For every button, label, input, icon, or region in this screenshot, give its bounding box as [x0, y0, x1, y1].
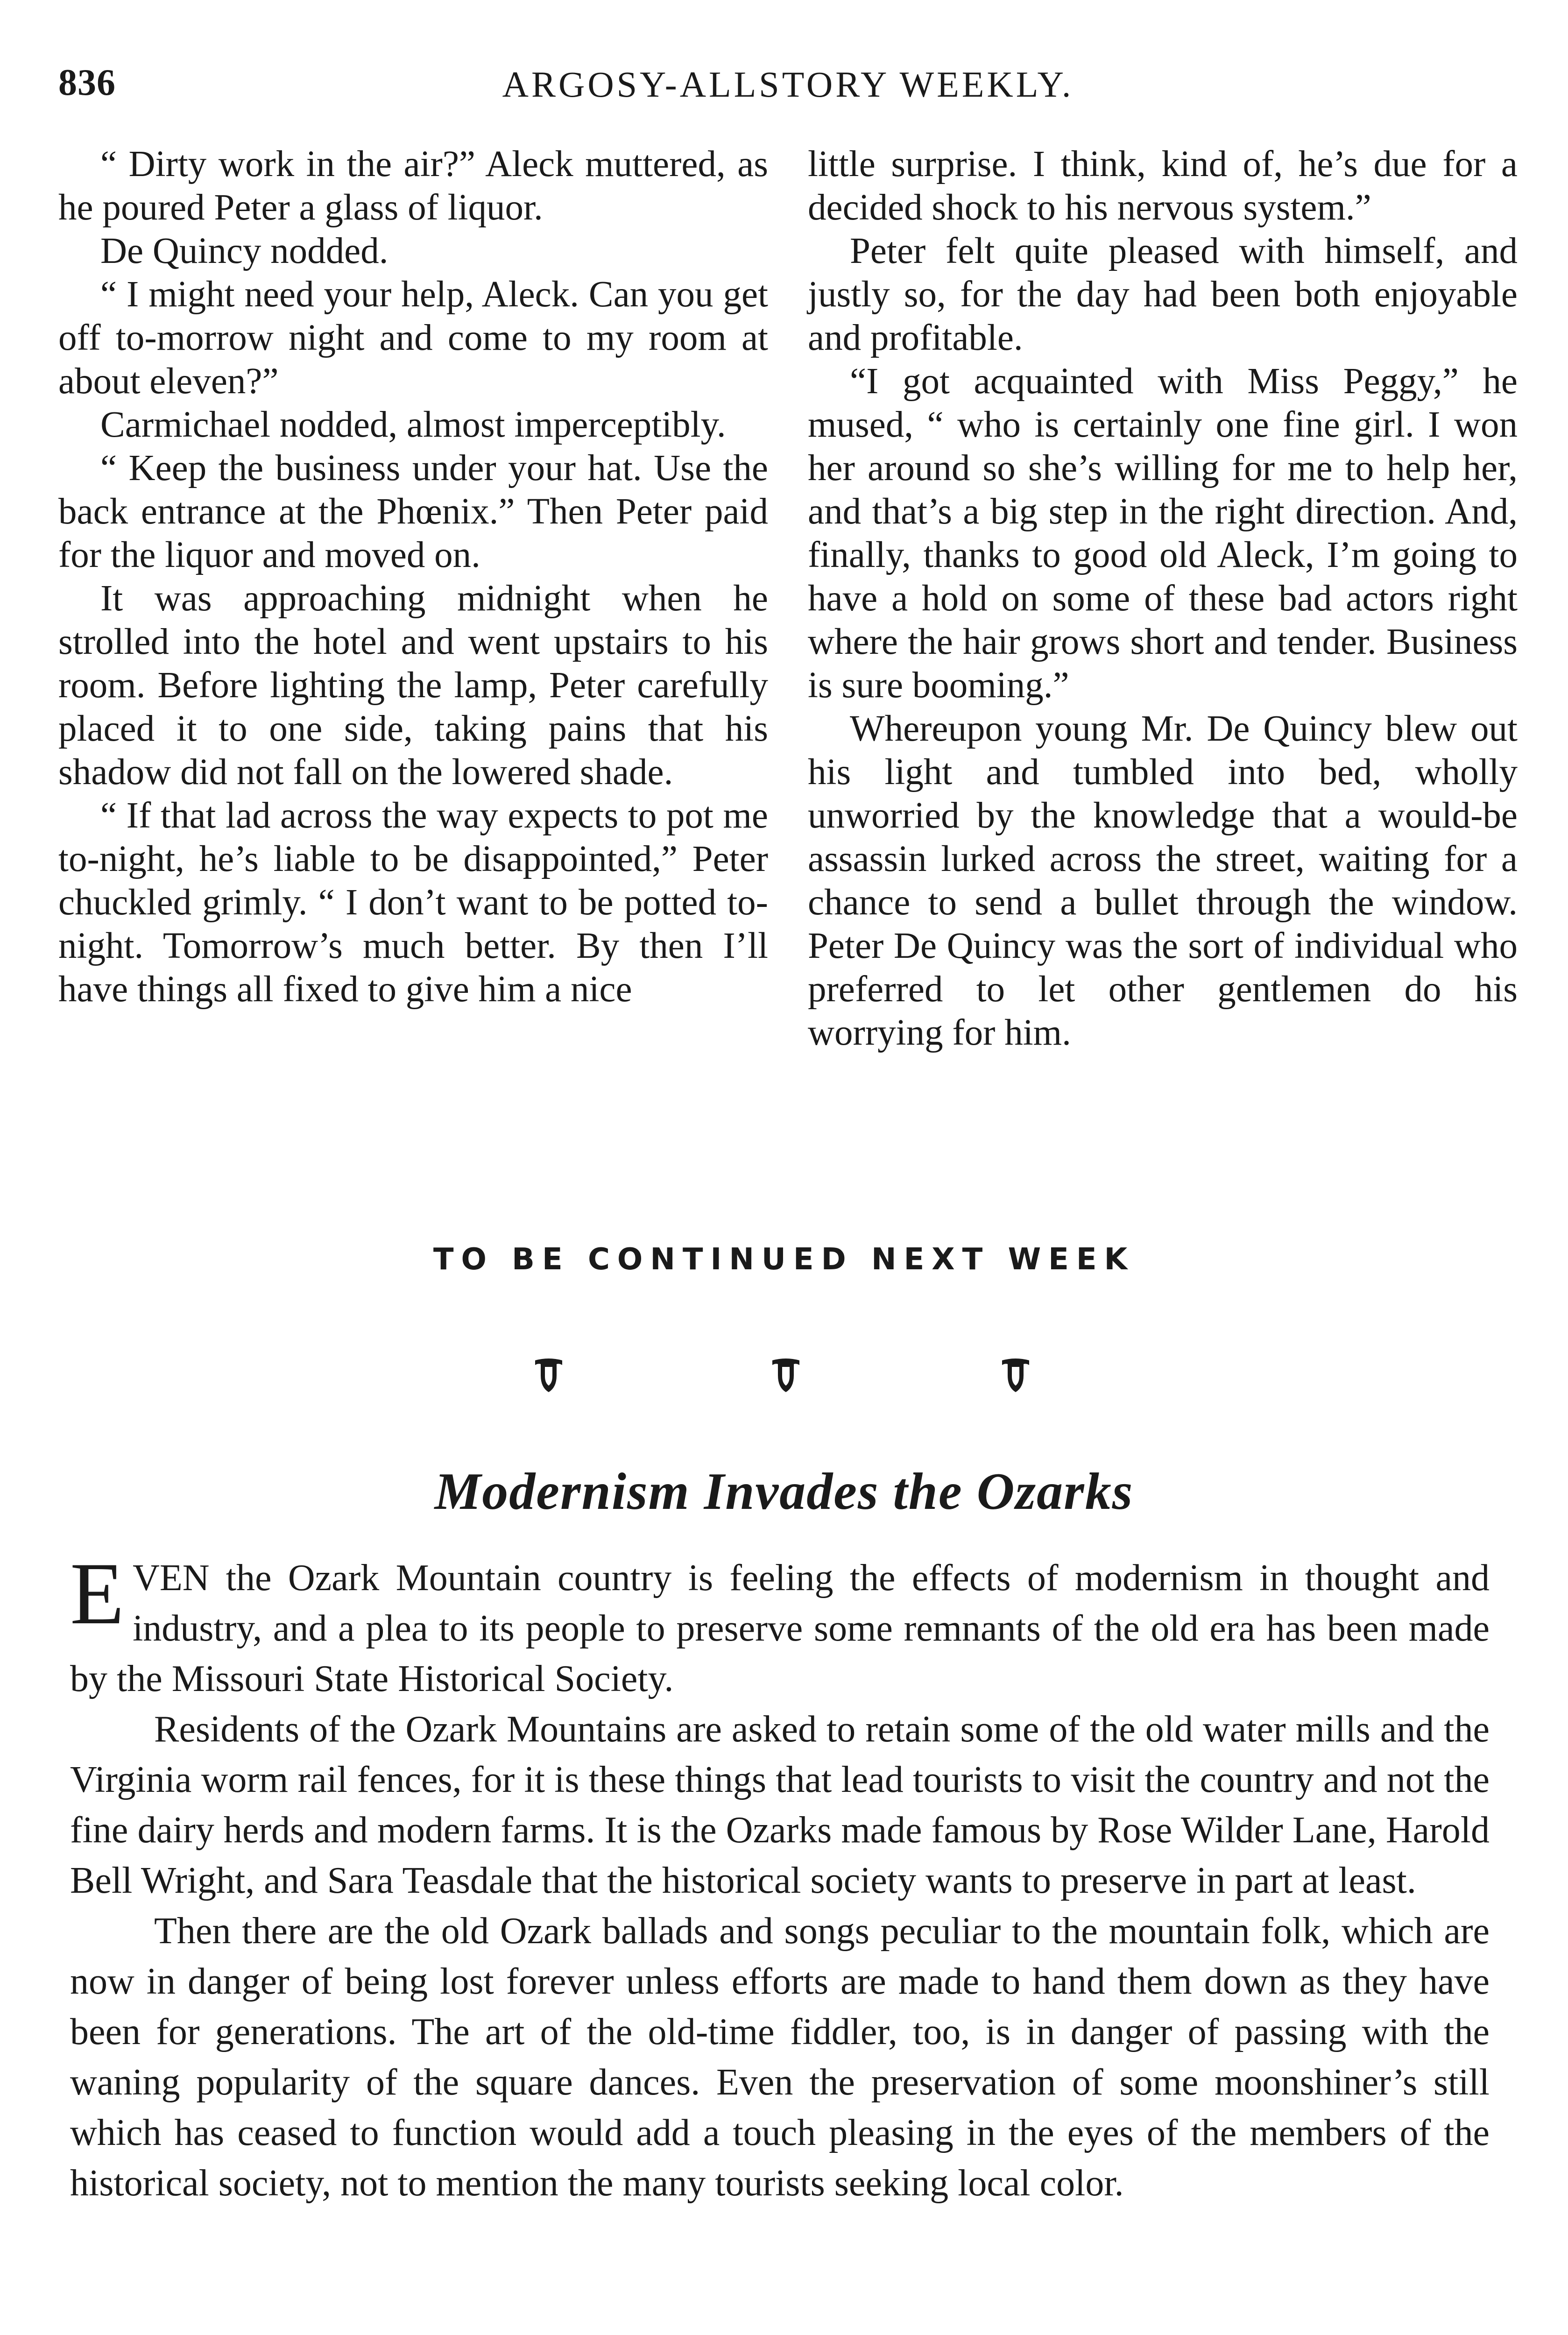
continued-notice: TO BE CONTINUED NEXT WEEK: [433, 1242, 1135, 1277]
drop-cap: E: [70, 1545, 125, 1643]
shield-ornament-icon: [532, 1357, 565, 1394]
story-paragraph: “I got acquainted with Miss Peggy,” he mused, “ who is certainly one fine girl. I won her around so she’s willing for me to help her, and that’s a big step in the right direction. And, finally, thanks to good old Aleck, I’m going to have a hold on some of these bad actors right where the hair grows short and tender. Business is sure booming.”: [808, 361, 1518, 706]
story-paragraph: Peter felt quite pleased with himself, and justly so, for the day had been both enjoyable and profitable.: [808, 231, 1518, 358]
story-paragraph: Whereupon young Mr. De Quincy blew out his light and tumbled into bed, wholly unworried by the knowledge that a would-be assassin lurked across the street, waiting for a chance to send a bullet through the window. Peter De Quincy was the sort of individual who preferred to let other gentlemen do his worrying for him.: [808, 708, 1518, 1053]
shield-ornament-icon: [770, 1357, 802, 1394]
story-columns: [58, 142, 1520, 1240]
article-paragraph: Residents of the Ozark Mountains are asked to retain some of the old water mills and the Virginia worm rail fences, for it is these things that lead tourists to visit the country and not the fine dairy herds and modern farms. It is the Ozarks made famous by Rose Wilder Lane, Harold Bell Wright, and Sara Teasdale that the historical society wants to preserve in part at least.: [70, 1709, 1490, 1901]
article-paragraph: [70, 1545, 1490, 1704]
story-paragraph: little surprise. I think, kind of, he’s due for a decided shock to his nervous system.”: [808, 144, 1518, 228]
story-paragraph: “ Keep the business under your hat. Use the back entrance at the Phœnix.” Then Peter paid for the liquor and moved on.: [58, 448, 768, 575]
story-paragraph: Carmichael nodded, almost imperceptibly.: [100, 404, 726, 445]
story-paragraph: “ I might need your help, Aleck. Can you get off to-morrow night and come to my room at about eleven?”: [58, 274, 768, 402]
story-paragraph: “ If that lad across the way expects to pot me to-night, he’s liable to be disappointed,” Peter chuckled grimly. “ I don’t want to be potted to-night. Tomorrow’s much better. By then I’ll have things all fixed to give him a nice: [58, 795, 768, 1010]
story-paragraph: It was approaching midnight when he strolled into the hotel and went upstairs to his room. Before lighting the lamp, Peter carefully placed it to one side, taking pains that his shadow did not fall on the lowered shade.: [58, 578, 768, 792]
article-body: [70, 1545, 1490, 2208]
story-paragraph: “ Dirty work in the air?” Aleck muttered, as he poured Peter a glass of liquor.: [58, 144, 768, 228]
running-header: [58, 62, 1518, 113]
article-title: Modernism Invades the Ozarks: [434, 1463, 1134, 1521]
shield-ornament-icon: [999, 1357, 1032, 1394]
article-paragraph: Then there are the old Ozark ballads and songs peculiar to the mountain folk, which are now in danger of being lost forever unless efforts are made to hand them down as they have been for generations. The art of the old-time fiddler, too, is in danger of passing with the waning popularity of the square dances. Even the preservation of some moonshiner’s still which has ceased to function would add a touch pleasing in the eyes of the members of the historical society, not to mention the many tourists seeking local color.: [70, 1910, 1490, 2204]
story-paragraph: De Quincy nodded.: [100, 231, 388, 271]
story-right-column: [808, 142, 1518, 1054]
story-left-column: [58, 142, 768, 1011]
page-number: 836: [58, 62, 116, 103]
article-first-paragraph-text: VEN the Ozark Mountain country is feeling the effects of modernism in thought and industry, and a plea to its people to preserve some remnants of the old era has been made by the Missouri State Historical Society.: [70, 1557, 1490, 1699]
magazine-title: ARGOSY-ALLSTORY WEEKLY.: [502, 64, 1074, 105]
section-divider: [0, 1357, 1568, 1403]
